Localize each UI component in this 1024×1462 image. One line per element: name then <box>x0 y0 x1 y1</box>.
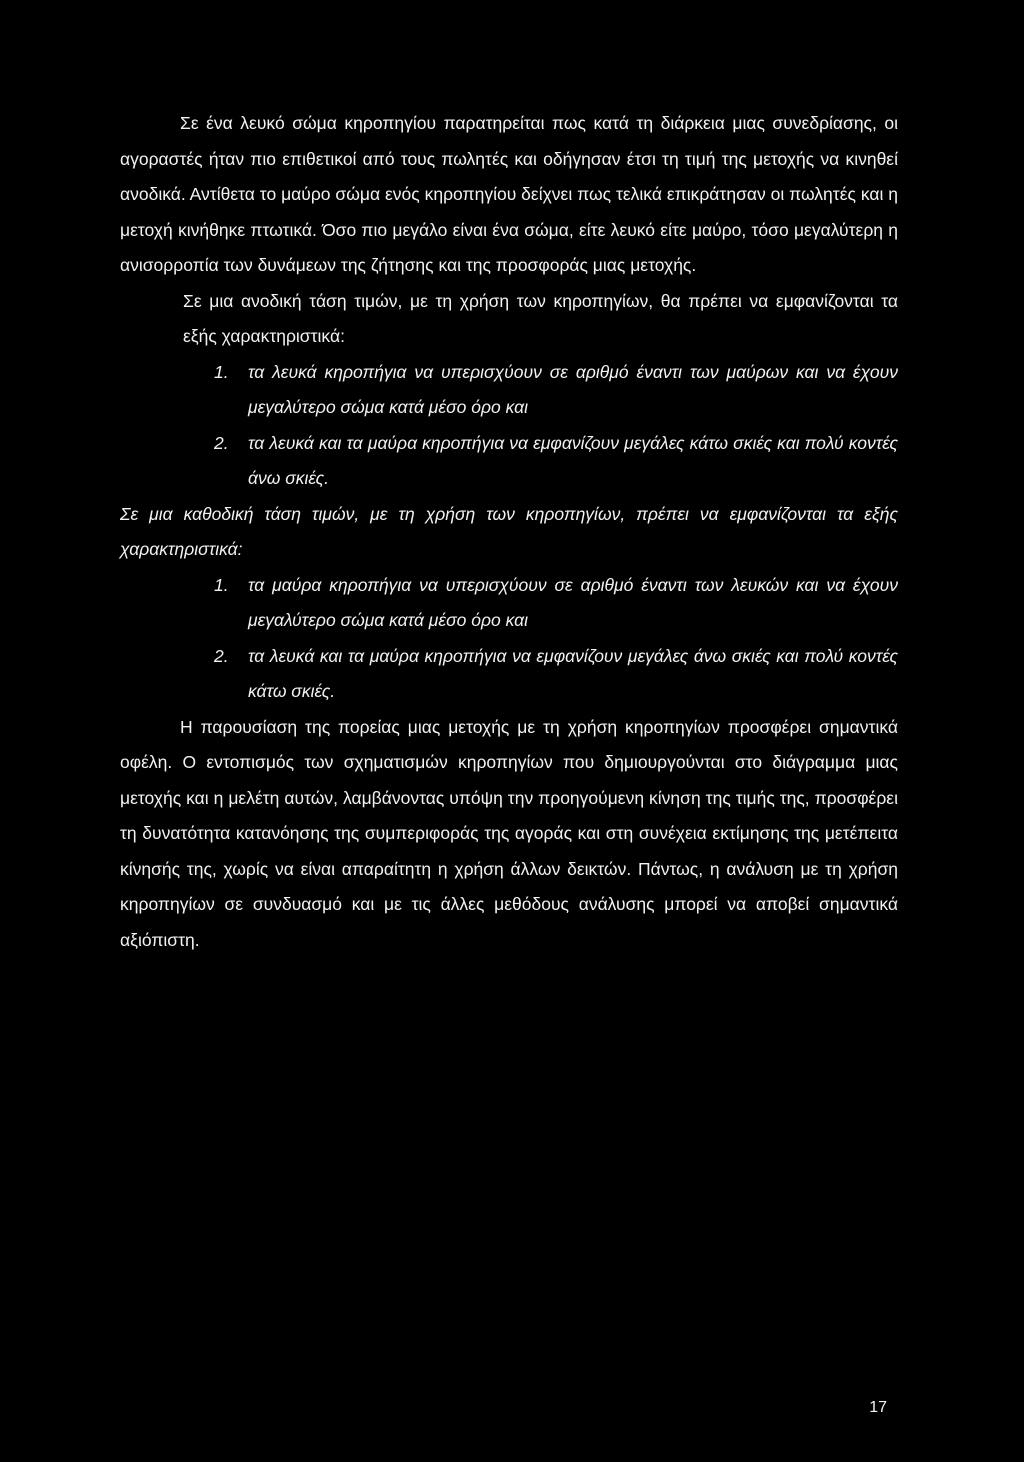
uptrend-intro: Σε μια ανοδική τάση τιμών, με τη χρήση των κηροπηγίων, θα πρέπει να εμφανίζονται τα εξής χαρακτηριστικά: <box>183 290 898 346</box>
downtrend-intro: Σε μια καθοδική τάση τιμών, με τη χρήση των κηροπηγίων, πρέπει να εμφανίζονται τα εξής χαρακτηριστικά: <box>120 503 898 559</box>
list-item-number: 1. <box>214 574 229 595</box>
paragraph-candle-bodies: Σε ένα λευκό σώμα κηροπηγίου παρατηρείται πως κατά τη διάρκεια μιας συνεδρίασης, οι αγοραστές ήταν πιο επιθετικοί από τους πωλητές και οδήγησαν έτσι τη τιμή της μετοχής να κινηθεί ανοδικά. Αντίθετα το μαύρο σώμα ενός κηροπηγίου δείχνει πως τελικά επικράτησαν οι πωλητές και η μετοχή κινήθηκε πτωτικά. Όσο πιο μεγάλο είναι ένα σώμα, είτε λευκό είτε μαύρο, τόσο μεγαλύτερη η ανισορροπία των δυνάμεων της ζήτησης και της προσφοράς μιας μετοχής. <box>120 113 898 275</box>
list-item-text: τα λευκά και τα μαύρα κηροπήγια να εμφανίζουν μεγάλες κάτω σκιές και πολύ κοντές άνω σκιές. <box>248 432 898 488</box>
list-item <box>214 639 898 710</box>
list-item <box>214 426 898 497</box>
list-item <box>214 568 898 639</box>
list-item-text: τα μαύρα κηροπήγια να υπερισχύουν σε αριθμό έναντι των λευκών και να έχουν μεγαλύτερο σώμα κατά μέσο όρο και <box>248 574 898 630</box>
list-item <box>214 355 898 426</box>
list-item-text: τα λευκά κηροπήγια να υπερισχύουν σε αριθμό έναντι των μαύρων και να έχουν μεγαλύτερο σώμα κατά μέσο όρο και <box>248 361 898 417</box>
downtrend-list <box>214 568 898 710</box>
list-item-number: 1. <box>214 361 229 382</box>
body-text <box>120 106 898 958</box>
paragraph-candlestick-benefits: Η παρουσίαση της πορείας μιας μετοχής με τη χρήση κηροπηγίων προσφέρει σημαντικά οφέλη. Ο εντοπισμός των σχηματισμών κηροπηγίων που δημιουργούνται στο διάγραμμα μιας μετοχής και η μελέτη αυτών, λαμβάνοντας υπόψη την προηγούμενη κίνηση της τιμής της, προσφέρει τη δυνατότητα κατανόησης της συμπεριφοράς της αγοράς και στη συνέχεια εκτίμησης της μετέπειτα κίνησής της, χωρίς να είναι απαραίτητη η χρήση άλλων δεικτών. Πάντως, η ανάλυση με τη χρήση κηροπηγίων σε συνδυασμό και με τις άλλες μεθόδους ανάλυσης μπορεί να αποβεί σημαντικά αξιόπιστη. <box>120 716 898 950</box>
uptrend-list <box>214 355 898 497</box>
list-item-number: 2. <box>214 645 229 666</box>
list-item-text: τα λευκά και τα μαύρα κηροπήγια να εμφανίζουν μεγάλες άνω σκιές και πολύ κοντές κάτω σκιές. <box>248 645 898 701</box>
page-number: 17 <box>869 1399 887 1416</box>
list-item-number: 2. <box>214 432 229 453</box>
